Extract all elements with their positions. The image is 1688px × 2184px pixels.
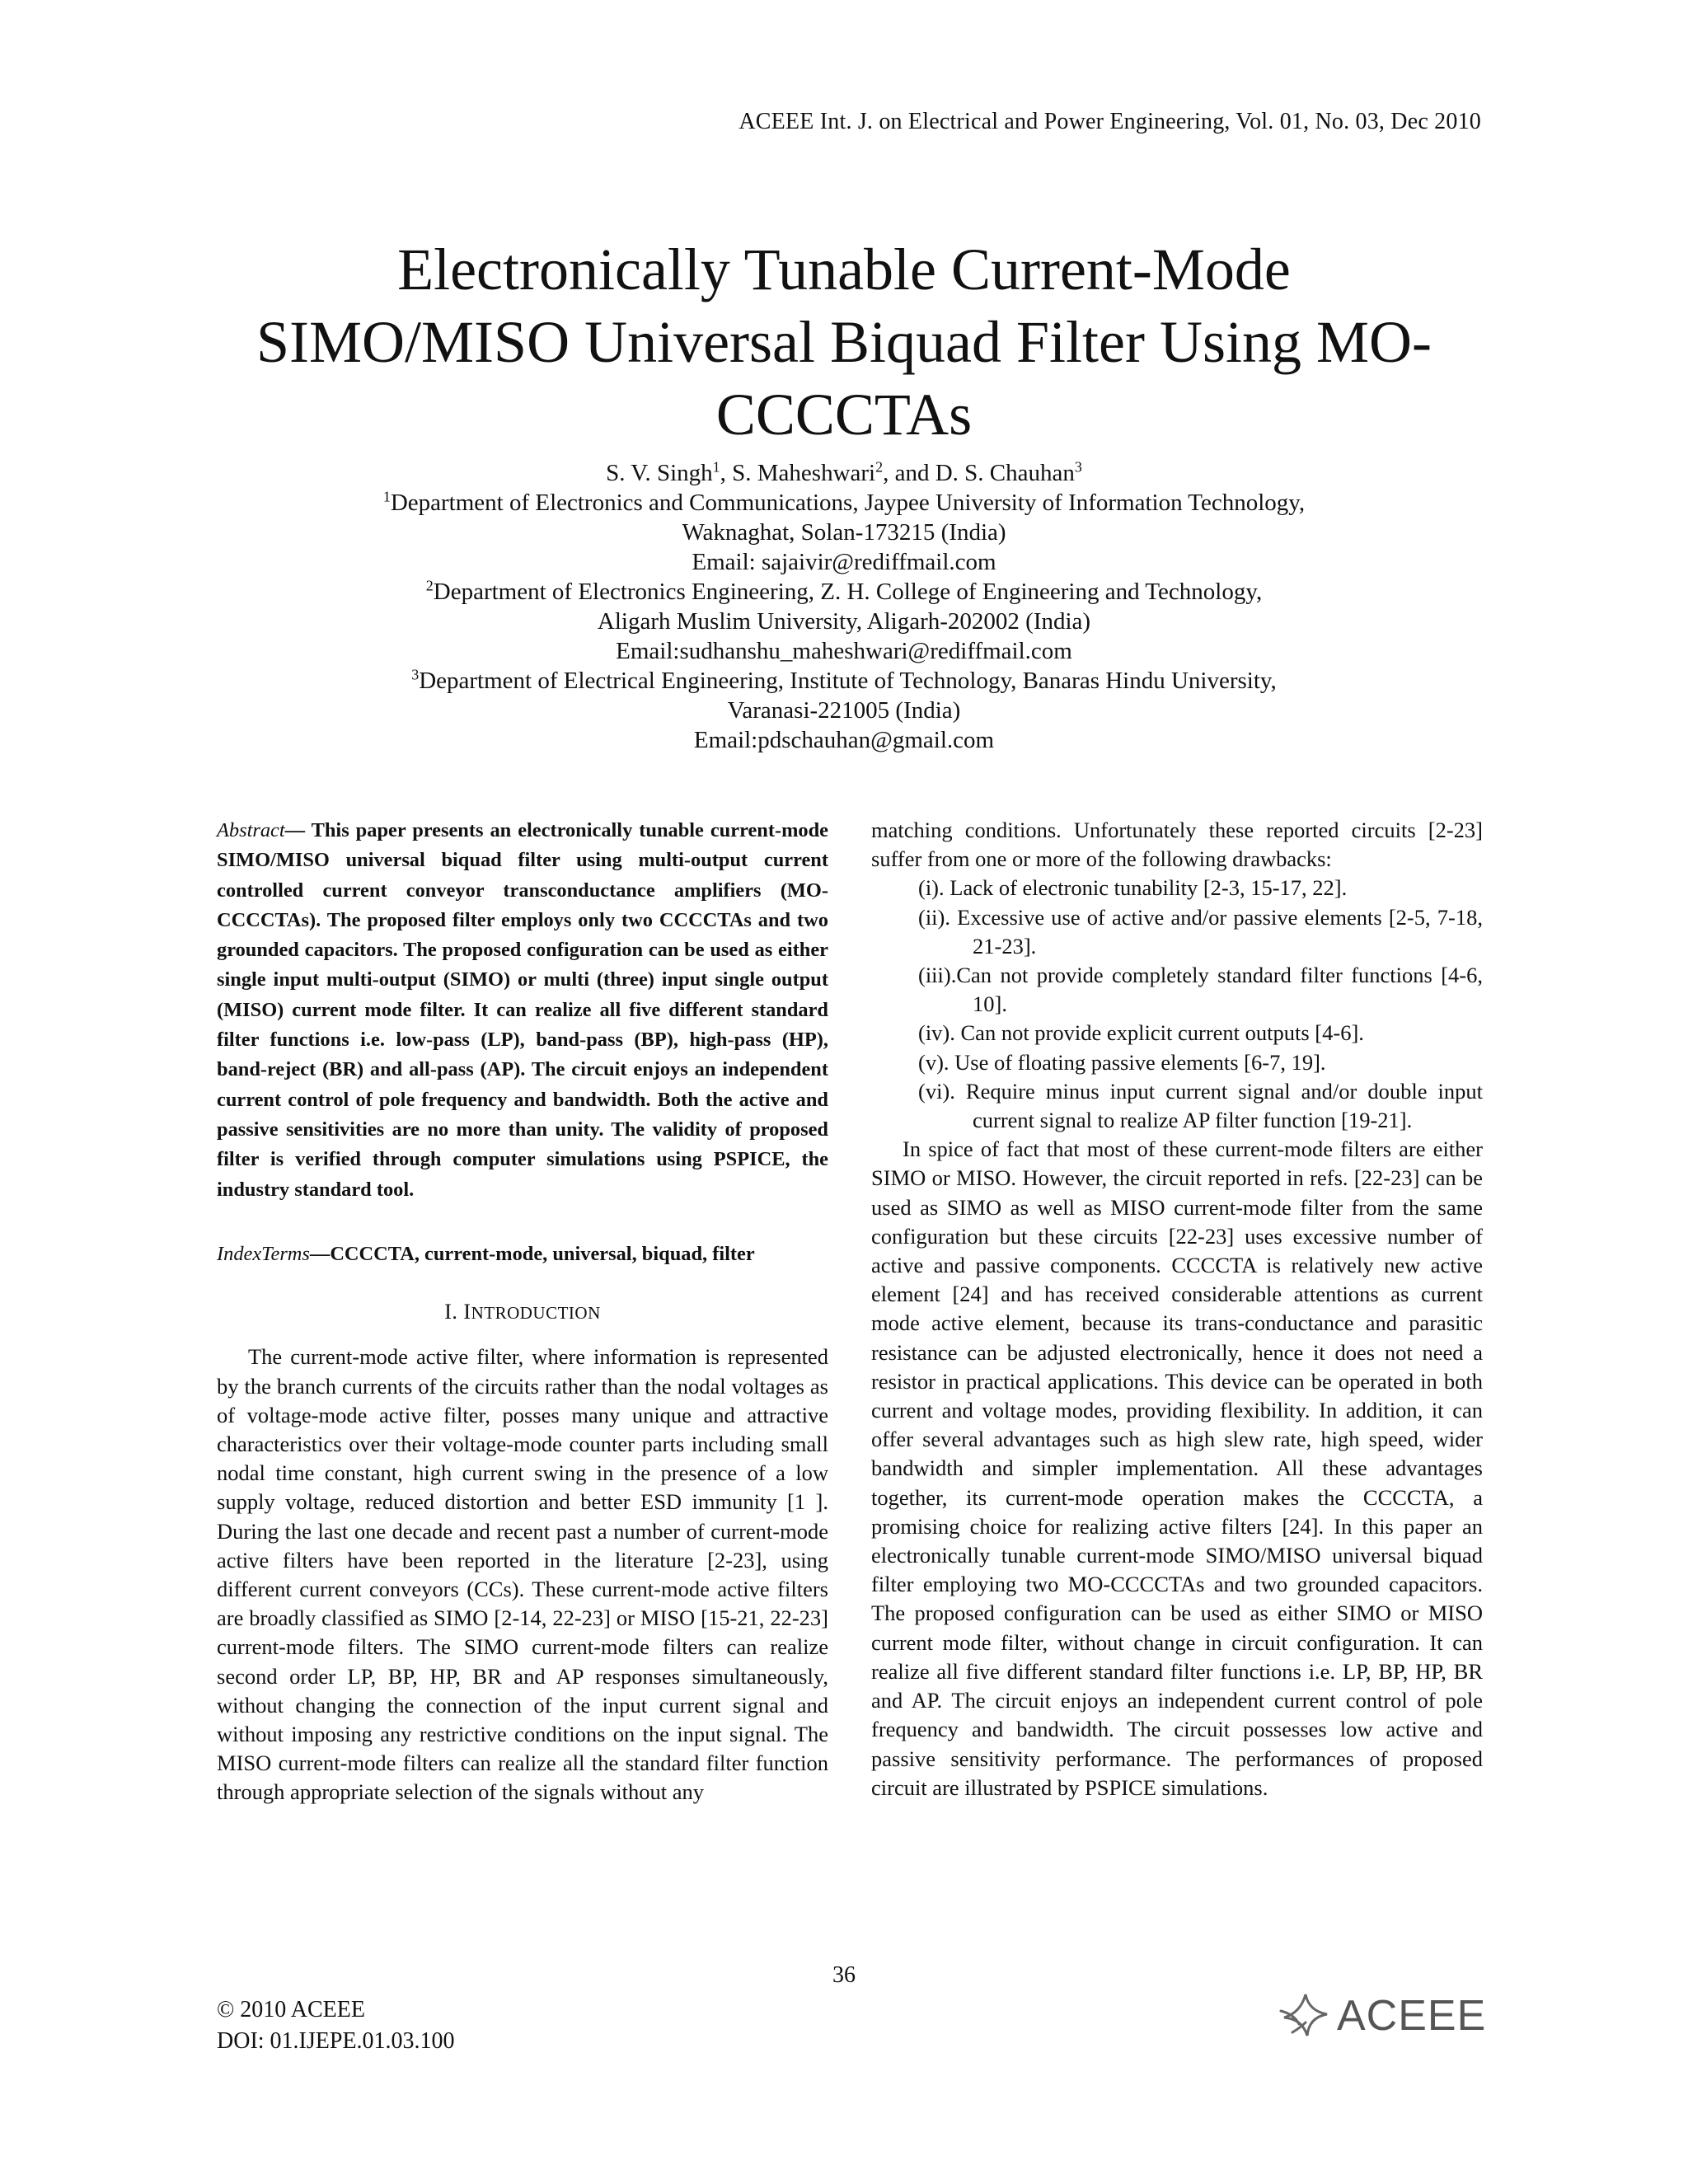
right-column [871,816,1483,1802]
affiliation-3-line-2: Varanasi-221005 (India) [727,697,961,724]
author-2: , S. Maheshwari [720,460,876,486]
body-paragraph-2: In spice of fact that most of these current-mode filters are either SIMO or MISO. However, the circuit reported in refs. [22-23] can be used as SIMO as well as MISO current-mode filter from the same configuration but these circuits [22-23] uses excessive number of active and passive components. CCCCTA is relatively new active element [24] and has received considerable attentions as current mode active element, because its trans-conductance and parasitic resistance can be adjusted electronically, hence it does not need a resistor in practical applications. This device can be operated in both current and voltage modes, providing flexibility. In addition, it can offer several advantages such as high slew rate, high speed, wider bandwidth and simpler implementation. All these advantages together, its current-mode operation makes the CCCCTA, a promising choice for realizing active filters [24]. In this paper an electronically tunable current-mode SIMO/MISO universal biquad filter employing two MO-CCCCTAs and two grounded capacitors. The proposed configuration can be used as either SIMO or MISO current mode filter, without change in circuit configuration. It can realize all five different standard filter functions i.e. LP, BP, HP, BR and AP. The circuit enjoys an independent current control of pole frequency and bandwidth. The circuit possesses low active and passive sensitivity performance. The performances of proposed circuit are illustrated by PSPICE simulations. [871,1137,1483,1800]
author-3-sup: 3 [1074,458,1082,476]
index-terms-label: IndexTerms [217,1242,310,1265]
section-title: NTRODUCTION [471,1303,601,1324]
copyright: © 2010 ACEEE [217,1997,365,2022]
author-1: S. V. Singh [606,460,713,486]
list-item: (iv). Can not provide explicit current outputs [4-6]. [918,1020,1364,1046]
aceee-star-logo-icon [1276,1986,1335,2044]
affiliation-1-sup: 1 [382,488,391,505]
affiliation-2-email: Email:sudhanshu_maheshwari@rediffmail.com [616,638,1072,664]
running-header: ACEEE Int. J. on Electrical and Power Engineering, Vol. 01, No. 03, Dec 2010 [738,109,1481,134]
page-number: 36 [832,1962,856,1988]
affiliation-1-email: Email: sajaivir@rediffmail.com [692,549,996,575]
left-column [217,816,828,1807]
affiliation-3-sup: 3 [411,666,420,683]
section-number: I. I [444,1300,471,1324]
list-item: (v). Use of floating passive elements [6-7, 19]. [918,1049,1326,1075]
drawbacks-list [871,874,1483,1135]
affiliation-2-line-1: Department of Electronics Engineering, Z. H. College of Engineering and Technology, [433,579,1263,605]
affiliation-3-line-1: Department of Electrical Engineering, Institute of Technology, Banaras Hindu University, [419,668,1277,694]
abstract [217,816,828,1205]
author-1-sup: 1 [712,458,720,476]
affiliation-1 [0,488,1688,518]
doi: DOI: 01.IJEPE.01.03.100 [217,2028,455,2054]
aceee-logo [1276,1986,1487,2044]
list-item: (i). Lack of electronic tunability [2-3, 15-17, 22]. [918,875,1348,901]
list-item: (iii).Can not provide completely standard filter functions [4-6, 10]. [918,963,1483,1017]
author-2-sup: 2 [875,458,884,476]
affiliation-2-line-2: Aligarh Muslim University, Aligarh-202002 (India) [597,608,1091,635]
affiliation-2-sup: 2 [425,577,434,594]
list-item: (vi). Require minus input current signal and/or double input current signal to realize AP filter function [19-21]. [918,1078,1483,1133]
affiliation-3 [0,666,1688,696]
affiliation-2 [0,577,1688,607]
affiliation-3-email: Email:pdschauhan@gmail.com [693,727,995,753]
affiliation-1-line-1: Department of Electronics and Communications, Jaypee University of Information Technology, [390,490,1306,516]
abstract-text: — This paper presents an electronically tunable current-mode SIMO/MISO universal biquad filter using multi-output current controlled current conveyor transconductance amplifiers (MO-CCCCTAs). The proposed filter employs only two CCCCTAs and two grounded capacitors. The proposed configuration can be used as either single input multi-output (SIMO) or multi (three) input single output (MISO) current mode filter. It can realize all five different standard filter functions i.e. low-pass (LP), band-pass (BP), high-pass (HP), band-reject (BR) and all-pass (AP). The circuit enjoys an independent current control of pole frequency and bandwidth. Both the active and passive sensitivities are no more than unity. The validity of proposed filter is verified through computer simulations using PSPICE, the industry standard tool. [217,819,828,1201]
title-line-1: Electronically Tunable Current-Mode [397,237,1291,302]
title-line-3: CCCCTAs [715,382,973,448]
abstract-label: Abstract [217,819,285,841]
title-line-2: SIMO/MISO Universal Biquad Filter Using MO- [256,309,1432,375]
index-terms [217,1240,828,1269]
section-heading-introduction [217,1297,828,1328]
continued-paragraph: matching conditions. Unfortunately these reported circuits [2-23] suffer from one or more of the following drawbacks: [871,818,1483,872]
footer-info [217,1994,455,2057]
author-block [0,458,1688,755]
index-terms-text: —CCCCTA, current-mode, universal, biquad, filter [309,1242,755,1265]
introduction-paragraph: The current-mode active filter, where information is represented by the branch currents of the circuits rather than the nodal voltages as of voltage-mode active filter, posses many unique and attractive characteristics over their voltage-mode counter parts including small nodal time constant, high current swing in the presence of a low supply voltage, reduced distortion and better ESD immunity [1 ]. During the last one decade and recent past a number of current-mode active filters have been reported in the literature [2-23], using different current conveyors (CCs). These current-mode active filters are broadly classified as SIMO [2-14, 22-23] or MISO [15-21, 22-23] current-mode filters. The SIMO current-mode filters can realize second order LP, BP, HP, BR and AP responses simultaneously, without changing the connection of the input current signal and without imposing any restrictive conditions on the input signal. The MISO current-mode filters can realize all the standard filter function through appropriate selection of the signals without any [217,1344,828,1805]
author-names [0,458,1688,488]
list-item: (ii). Excessive use of active and/or passive elements [2-5, 7-18, 21-23]. [918,904,1483,958]
affiliation-1-line-2: Waknaghat, Solan-173215 (India) [682,519,1006,546]
author-3: , and D. S. Chauhan [883,460,1075,486]
logo-text: ACEEE [1337,1992,1487,2040]
paper-title [0,233,1688,451]
